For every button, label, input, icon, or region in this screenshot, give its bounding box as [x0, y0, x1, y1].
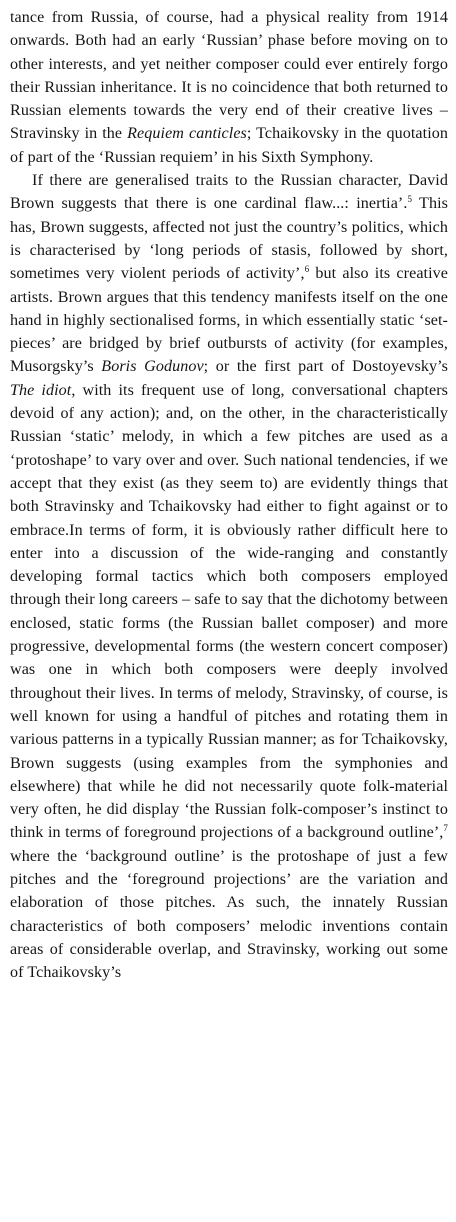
paragraph-2-text-3: but also its creative artists. Brown argues that this tendency manifests itself on the one hand in highly sectionalised forms, in which essentially static ‘set-pieces’ are bridged by brief outbursts of activity (for examples, Musorgsky’s	[10, 265, 448, 376]
paragraph-2-text-1: If there are generalised traits to the Russian character, David Brown suggests that there is one cardinal flaw...: inertia’.	[10, 172, 448, 213]
paragraph-1	[10, 6, 448, 169]
paragraph-2	[10, 169, 448, 984]
paragraph-2-text-5: , with its frequent use of long, conversational chapters devoid of any action); and, on the other, in the characteristically Russian ‘static’ melody, in which a few pitches are used as a ‘protoshape’ to vary over and over. Such national tendencies, if we accept that they exist (as they seem to) are evidently things that both Stravinsky and Tchaikovsky had either to fight against or to embrace.In terms of form, it is obviously rather difficult here to enter into a discussion of the wide-ranging and constantly developing formal tactics which both composers employed through their long careers – safe to say that the dichotomy between enclosed, static forms (the Russian ballet composer) and more progressive, developmental forms (the western concert composer) was one in which both composers were deeply involved throughout their lives. In terms of melody, Stravinsky, of course, is well known for using a handful of pitches and rotating them in various patterns in a typically Russian manner; as for Tchaikovsky, Brown suggests (using examples from the symphonies and elsewhere) that while he did not necessarily quote folk-material very often, he did display ‘the Russian folk-composer’s instinct to think in terms of foreground projections of a background outline’,	[10, 381, 448, 842]
footnote-ref-7: 7	[443, 823, 448, 834]
footnote-ref-5: 5	[407, 194, 413, 205]
paragraph-2-text-2: This has, Brown suggests, affected not just the country’s politics, which is characterised by ‘long periods of stasis, followed by short, sometimes very violent periods of activity’,	[10, 195, 448, 283]
paragraph-2-text-4: ; or the first part of Dostoyevsky’s	[203, 358, 448, 376]
work-title-the-idiot: The idiot	[10, 381, 72, 399]
paragraph-2-text-6: where the ‘background outline’ is the protoshape of just a few pitches and the ‘foreground projections’ are the variation and elaboration of those pitches. As such, the innately Russian characteristics of both composers’ melodic inventions contain areas of considerable overlap, and Stravinsky, working out some of Tchaikovsky’s	[10, 847, 448, 982]
footnote-ref-6: 6	[304, 264, 310, 275]
paragraph-1-text-2: ; Tchaikovsky in the quotation of part of the ‘Russian requiem’ in his Sixth Symphony.	[10, 125, 449, 166]
paragraph-1-text-1: tance from Russia, of course, had a physical reality from 1914 onwards. Both had an early ‘Russian’ phase before moving on to other interests, and yet neither composer could ever entirely forgo their Russian inheritance. It is no coincidence that both returned to Russian elements towards the very end of their creative lives – Stravinsky in the	[10, 9, 448, 143]
work-title-boris-godunov: Boris Godunov	[101, 358, 204, 376]
work-title-requiem-canticles: Requiem canticles	[127, 125, 247, 143]
